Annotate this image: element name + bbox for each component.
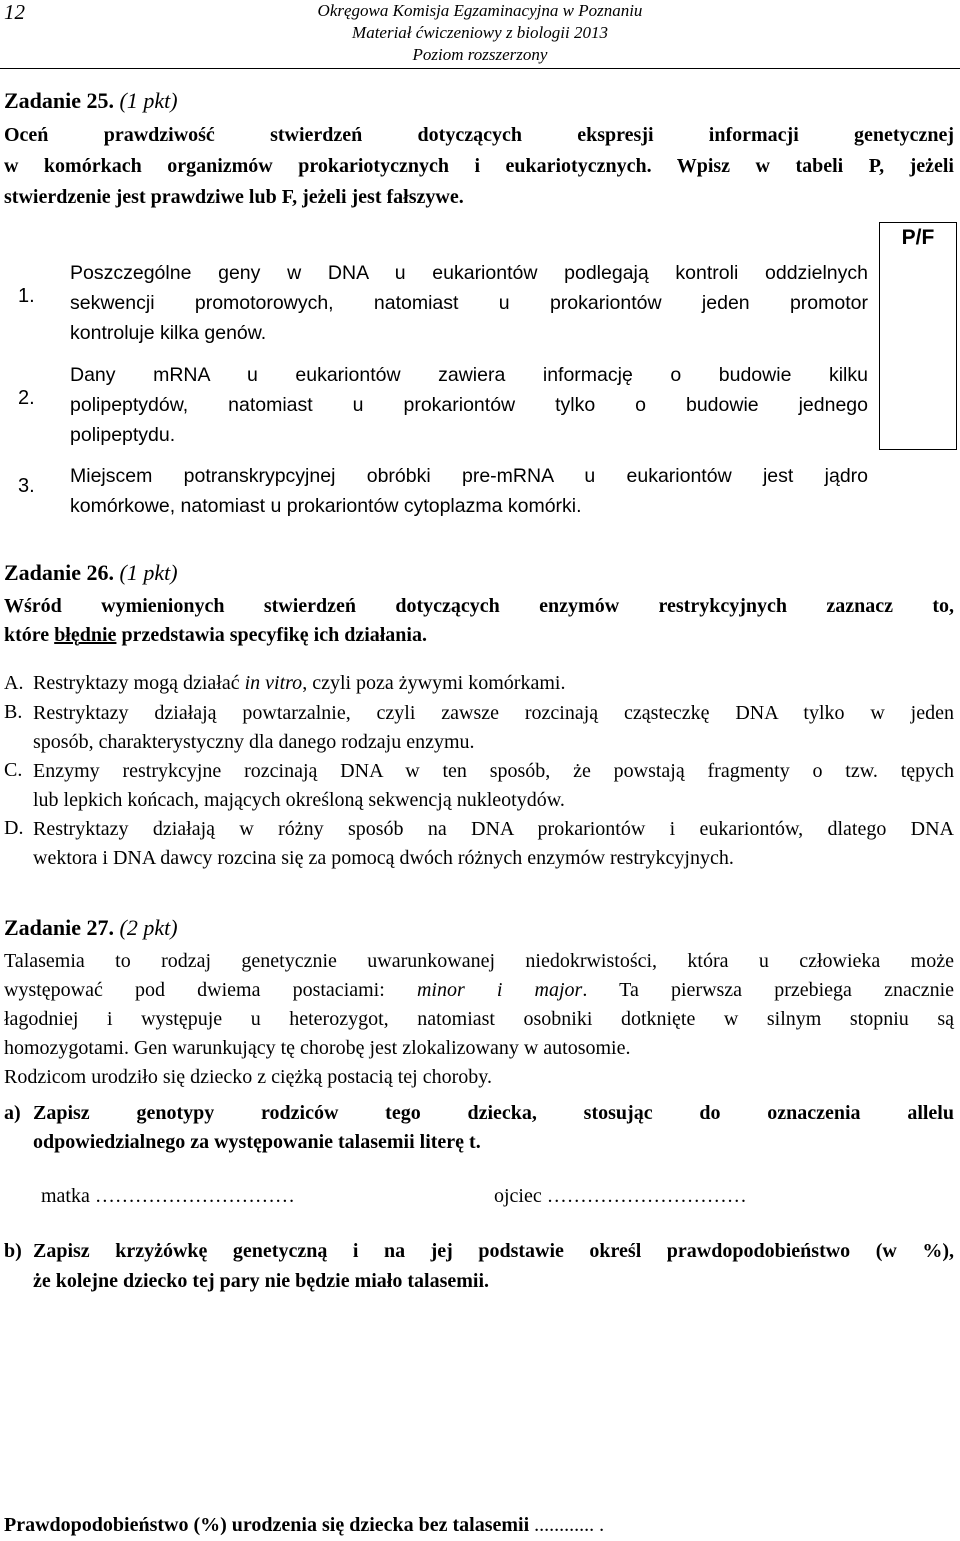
option-d-line-1: Restryktazy działają w różny sposób na DNA prokariontów i eukariontów, dlatego DNA (33, 818, 954, 840)
option-b-letter: B. (4, 701, 23, 723)
part-b-letter: b) (4, 1240, 22, 1262)
task-25-instruction-1: Oceń prawdziwość stwierdzeń dotyczących ekspresji informacji genetycznej (4, 124, 954, 146)
header-divider (0, 68, 960, 69)
pf-header: P/F (901, 226, 935, 249)
task-27-p2-pre: występować pod dwiema postaciami: (4, 979, 417, 1001)
statement-1-line-2: sekwencji promotorowych, natomiast u prokariontów jeden promotor (70, 292, 868, 314)
statement-2-line-2: polipeptydów, natomiast u prokariontów tylko o budowie jednego (70, 394, 868, 416)
statement-2-number: 2. (18, 387, 35, 409)
task-25-points: (1 pkt) (119, 88, 178, 113)
statement-1-line-3: kontroluje kilka genów. (70, 322, 267, 344)
task-27-paragraph-line-4: homozygotami. Gen warunkujący tę chorobę jest zlokalizowany w autosomie. (4, 1037, 631, 1059)
task-27-p2-post: . Ta pierwsza przebiega znacznie (582, 979, 955, 1001)
task-27-paragraph-line-5: Rodzicom urodziło się dziecko z ciężką postacią tej choroby. (4, 1066, 492, 1088)
option-c-letter: C. (4, 759, 23, 781)
option-b-line-2: sposób, charakterystyczny dla danego rodzaju enzymu. (33, 731, 475, 753)
part-a-letter: a) (4, 1102, 21, 1124)
probability-answer-line[interactable] (4, 1511, 604, 1539)
statement-3-line-2: komórkowe, natomiast u prokariontów cytoplazma komórki. (70, 495, 582, 517)
mother-answer-dots[interactable]: ………………………… (94, 1185, 295, 1207)
option-d-letter: D. (4, 817, 24, 839)
task-26-points: (1 pkt) (119, 560, 178, 585)
part-b-line-1: Zapisz krzyżówkę genetyczną i na jej podstawie określ prawdopodobieństwo (w %), (33, 1240, 954, 1262)
statement-2 (70, 360, 868, 450)
mother-genotype-field[interactable] (41, 1182, 295, 1210)
option-a-italic: in vitro (244, 672, 303, 694)
task-27-paragraph-line-3: łagodniej i występuje u heterozygot, natomiast osobniki dotknięte w silnym stopniu są (4, 1008, 954, 1030)
probability-answer-dots[interactable]: ............ . (534, 1514, 605, 1536)
part-a-line-1: Zapisz genotypy rodziców tego dziecka, stosując do oznaczenia allelu (33, 1102, 954, 1124)
option-c[interactable] (33, 757, 954, 815)
header-level: Poziom rozszerzony (412, 45, 548, 64)
statement-3 (70, 461, 868, 521)
statement-2-line-3: polipeptydu. (70, 424, 176, 446)
page-number: 12 (4, 0, 25, 24)
task-27-p2-italic: minor i major (416, 979, 583, 1001)
task-26-instruction-2-pre: które (4, 624, 55, 646)
option-a-letter: A. (4, 672, 24, 694)
task-26-instruction-2 (4, 622, 954, 649)
option-c-line-1: Enzymy restrykcyjne rozcinają DNA w ten sposób, że powstają fragmenty o tzw. tępych (33, 760, 954, 782)
statement-2-line-1: Dany mRNA u eukariontów zawiera informację o budowie kilku (70, 364, 868, 386)
task-27-points: (2 pkt) (119, 915, 178, 940)
option-b[interactable] (33, 699, 954, 757)
statement-3-number: 3. (18, 475, 35, 497)
task-27-paragraph-line-1: Talasemia to rodzaj genetycznie uwarunkowanej niedokrwistości, która u człowieka może (4, 950, 954, 972)
statement-3-line-1: Miejscem potranskrypcyjnej obróbki pre-mRNA u eukariontów jest jądro (70, 465, 868, 487)
pf-answer-column[interactable] (879, 222, 957, 450)
option-c-line-2: lub lepkich końcach, mających określoną sekwencją nukleotydów. (33, 789, 565, 811)
probability-label: Prawdopodobieństwo (%) urodzenia się dziecka bez talasemii (4, 1514, 530, 1536)
task-26-title (4, 560, 178, 586)
task-25-title (4, 88, 178, 114)
task-27-paragraph-line-2 (4, 977, 954, 1004)
statement-1-number: 1. (18, 285, 35, 307)
task-27-title (4, 915, 178, 941)
part-b-line-2: że kolejne dziecko tej pary nie będzie miało talasemii. (33, 1270, 490, 1292)
statement-1-line-1: Poszczególne geny w DNA u eukariontów podlegają kontroli oddzielnych (70, 262, 868, 284)
header-material: Materiał ćwiczeniowy z biologii 2013 (352, 23, 608, 42)
task-25-label: Zadanie 25. (4, 88, 115, 113)
part-a-instruction (33, 1099, 954, 1157)
task-26-instruction-1: Wśród wymienionych stwierdzeń dotyczących enzymów restrykcyjnych zaznacz to, (4, 595, 954, 617)
option-a-text-post: , czyli poza żywymi komórkami. (302, 672, 566, 694)
option-b-line-1: Restryktazy działają powtarzalnie, czyli zawsze rozcinają cząsteczkę DNA tylko w jeden (33, 702, 954, 724)
option-d-line-2: wektora i DNA dawcy rozcina się za pomocą dwóch różnych enzymów restrykcyjnych. (33, 847, 734, 869)
option-d[interactable] (33, 815, 954, 873)
task-26-label: Zadanie 26. (4, 560, 115, 585)
option-a-text-pre: Restryktazy mogą działać (33, 672, 245, 694)
task-25-instruction-2: w komórkach organizmów prokariotycznych i eukariotycznych. Wpisz w tabeli P, jeżeli (4, 155, 954, 177)
header-institution: Okręgowa Komisja Egzaminacyjna w Poznaniu (317, 1, 643, 20)
page-header (0, 0, 960, 66)
task-25-instruction-3: stwierdzenie jest prawdziwe lub F, jeżeli jest fałszywe. (4, 186, 464, 208)
statement-1 (70, 258, 868, 348)
mother-label: matka (41, 1185, 90, 1207)
task-26-instruction-2-post: przedstawia specyfikę ich działania. (116, 624, 427, 646)
option-a[interactable] (33, 670, 954, 697)
part-a-line-2: odpowiedzialnego za występowanie talasemii literę t. (33, 1131, 481, 1153)
father-genotype-field[interactable] (494, 1182, 747, 1210)
task-27-label: Zadanie 27. (4, 915, 115, 940)
father-answer-dots[interactable]: ………………………… (546, 1185, 747, 1207)
emphasis-incorrectly: błędnie (54, 624, 117, 646)
part-b-instruction (33, 1236, 954, 1296)
father-label: ojciec (494, 1185, 542, 1207)
